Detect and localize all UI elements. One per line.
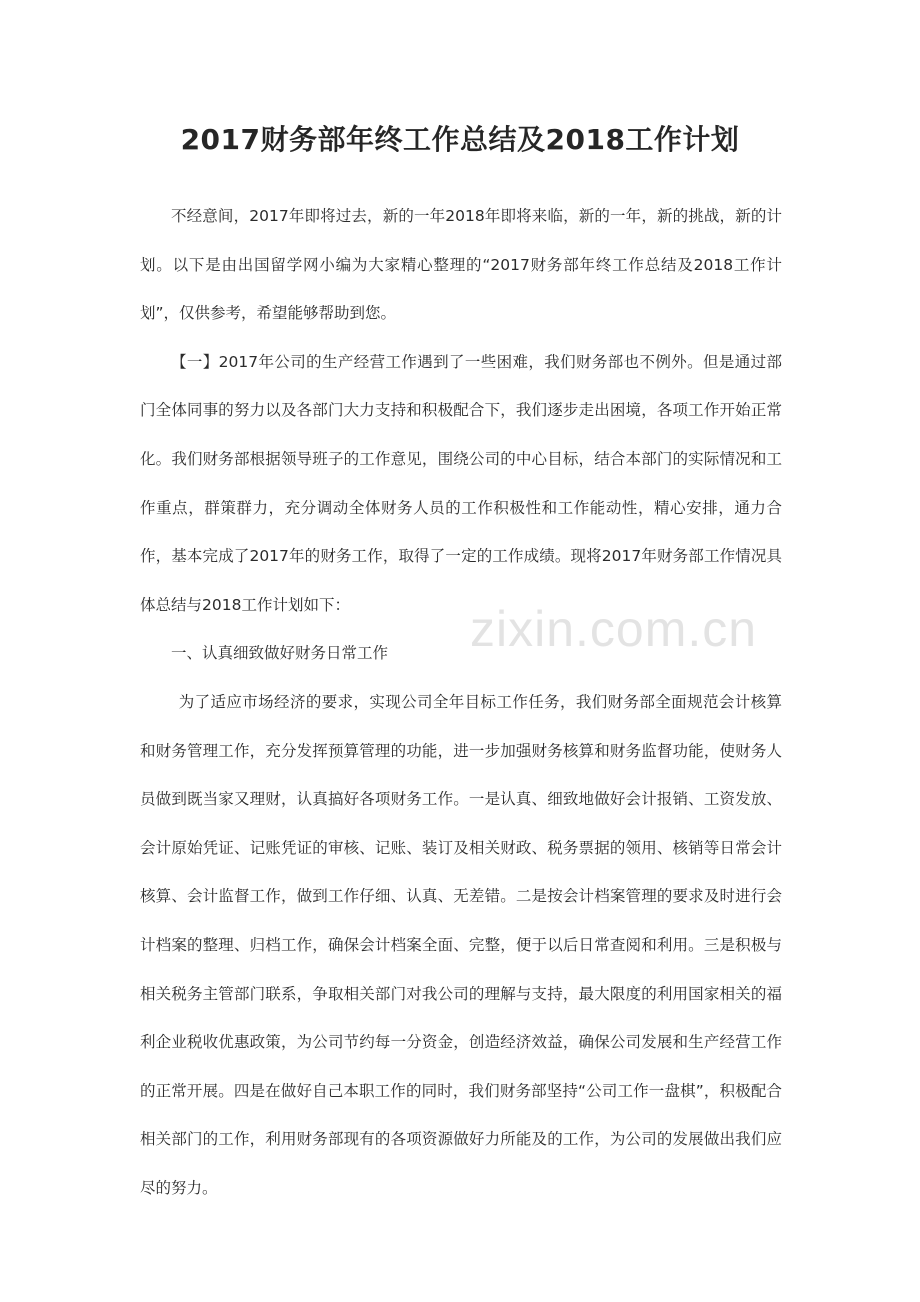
document-body <box>140 192 782 1212</box>
intro-paragraph: 不经意间，2017年即将过去，新的一年2018年即将来临，新的一年，新的挑战，新的计划。以下是由出国留学网小编为大家精心整理的“2017财务部年终工作总结及2018工作计划”，仅供参考，希望能够帮助到您。 <box>140 207 782 323</box>
watermark-logo: zixin.com.cn <box>470 601 758 657</box>
daily-work-paragraph: 为了适应市场经济的要求，实现公司全年目标工作任务，我们财务部全面规范会计核算和财务管理工作，充分发挥预算管理的功能，进一步加强财务核算和财务监督功能，使财务人员做到既当家又理财，认真搞好各项财务工作。一是认真、细致地做好会计报销、工资发放、会计原始凭证、记账凭证的审核、记账、装订及相关财政、税务票据的领用、核销等日常会计核算、会计监督工作，做到工作仔细、认真、无差错。二是按会计档案管理的要求及时进行会计档案的整理、归档工作，确保会计档案全面、完整，便于以后日常查阅和利用。三是积极与相关税务主管部门联系，争取相关部门对我公司的理解与支持，最大限度的利用国家相关的福利企业税收优惠政策，为公司节约每一分资金，创造经济效益，确保公司发展和生产经营工作的正常开展。四是在做好自己本职工作的同时，我们财务部坚持“公司工作一盘棋”，积极配合相关部门的工作，利用财务部现有的各项资源做好力所能及的工作，为公司的发展做出我们应尽的努力。 <box>140 692 782 1197</box>
section-one-paragraph: 【一】2017年公司的生产经营工作遇到了一些困难，我们财务部也不例外。但是通过部门全体同事的努力以及各部门大力支持和积极配合下，我们逐步走出困境，各项工作开始正常化。我们财务部根据领导班子的工作意见，围绕公司的中心目标，结合本部门的实际情况和工作重点，群策群力，充分调动全体财务人员的工作积极性和工作能动性，精心安排，通力合作，基本完成了2017年的财务工作，取得了一定的工作成绩。现将2017年财务部工作情况具体总结与2018工作计划如下： <box>140 352 782 614</box>
subheading-daily-work: 一、认真细致做好财务日常工作 <box>171 644 389 663</box>
document-title: 2017财务部年终工作总结及2018工作计划 <box>180 123 740 156</box>
